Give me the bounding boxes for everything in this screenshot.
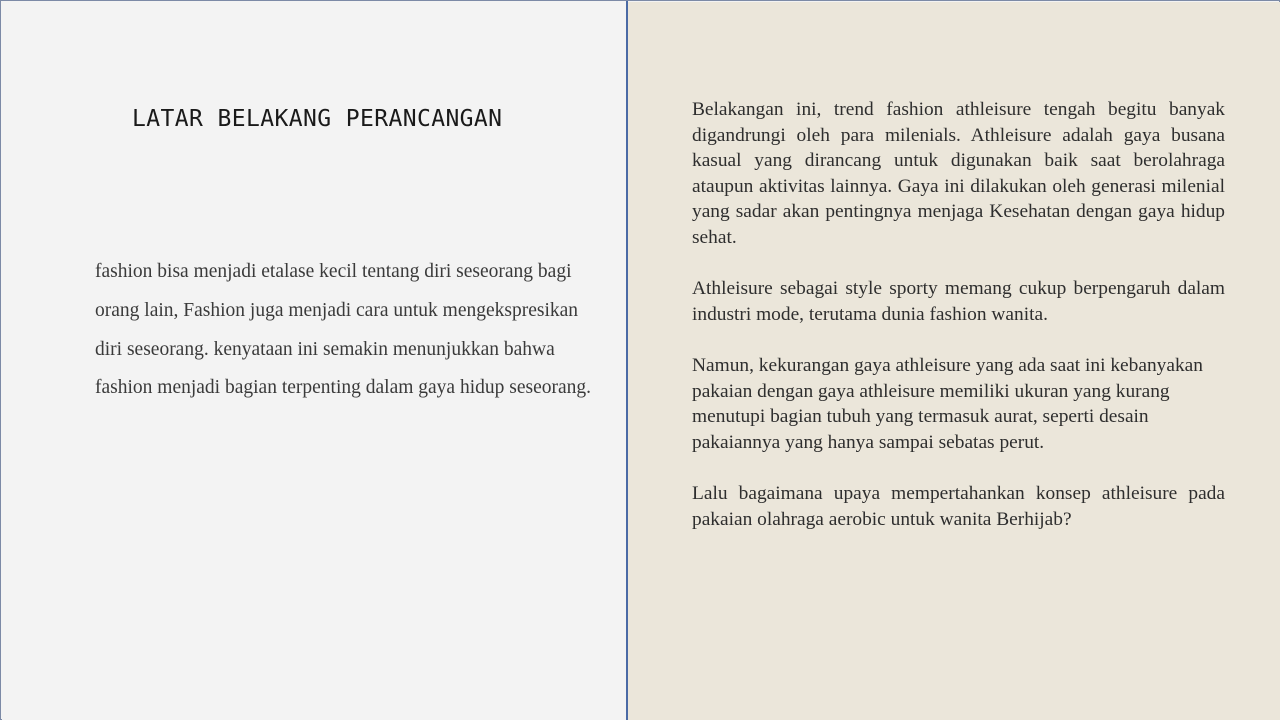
body-paragraph-3: Namun, kekurangan gaya athleisure yang ada saat ini kebanyakan pakaian dengan gaya athleisure memiliki ukuran yang kurang menutupi bagian tubuh yang termasuk aurat, seperti desain pakaiannya yang hanya sampai sebatas perut. <box>692 354 1203 453</box>
body-paragraph-2: Athleisure sebagai style sporty memang cukup berpengaruh dalam industri mode, terutama dunia fashion wanita. <box>692 278 1225 325</box>
intro-paragraph: fashion bisa menjadi etalase kecil tentang diri seseorang bagi orang lain, Fashion juga menjadi cara untuk mengekspresikan diri seseorang. kenyataan ini semakin menunjukkan bahwa fashion menjadi bagian terpenting dalam gaya hidup seseorang. <box>95 261 592 399</box>
slide-title: LATAR BELAKANG PERANCANGAN <box>132 106 503 132</box>
body-paragraph-4: Lalu bagaimana upaya mempertahankan konsep athleisure pada pakaian olahraga aerobic untuk wanita Berhijab? <box>692 482 1225 530</box>
background-text-block <box>692 97 1225 558</box>
left-panel <box>2 2 626 720</box>
body-paragraph-1: Belakangan ini, trend fashion athleisure tengah begitu banyak digandrungi oleh para milenials. Athleisure adalah gaya busana kasual yang dirancang untuk digunakan baik saat berolahraga ataupun aktivitas lainnya. Gaya ini dilakukan oleh generasi milenial yang sadar akan pentingnya menjaga Kesehatan dengan gaya hidup sehat. <box>692 99 1225 248</box>
